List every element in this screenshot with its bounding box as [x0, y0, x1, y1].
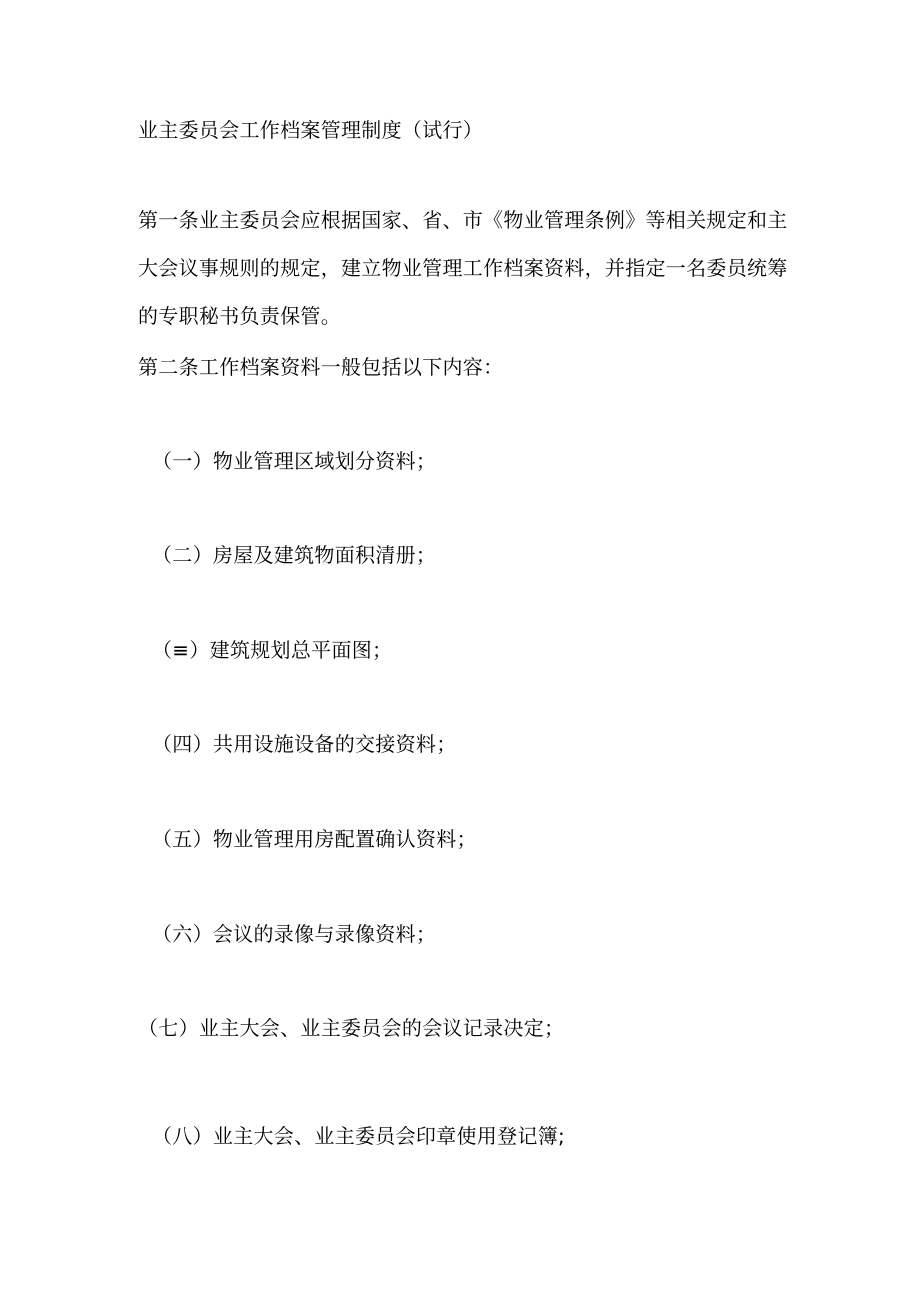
list-item: （八）业主大会、业主委员会印章使用登记簿; [152, 1124, 566, 1148]
article-1-line-2: 大会议事规则的规定，建立物业管理工作档案资料，并指定一名委员统筹 [138, 256, 788, 280]
list-item: （七）业主大会、业主委员会的会议记录决定； [138, 1016, 565, 1040]
list-item: （≡）建筑规划总平面图； [152, 638, 393, 662]
list-item: （六）会议的录像与录像资料； [152, 922, 437, 946]
list-item: （一）物业管理区域划分资料； [152, 449, 437, 473]
list-item: （二）房屋及建筑物面积清册； [152, 543, 437, 567]
document-title: 业主委员会工作档案管理制度（试行） [138, 118, 484, 142]
list-item: （四）共用设施设备的交接资料； [152, 732, 457, 756]
article-1-line-1: 第一条业主委员会应根据国家、省、市《物业管理条例》等相关规定和主 [138, 208, 788, 232]
article-2: 第二条工作档案资料一般包括以下内容： [138, 355, 504, 379]
list-item: （五）物业管理用房配置确认资料； [152, 827, 477, 851]
article-1-line-3: 的专职秘书负责保管。 [138, 304, 341, 328]
